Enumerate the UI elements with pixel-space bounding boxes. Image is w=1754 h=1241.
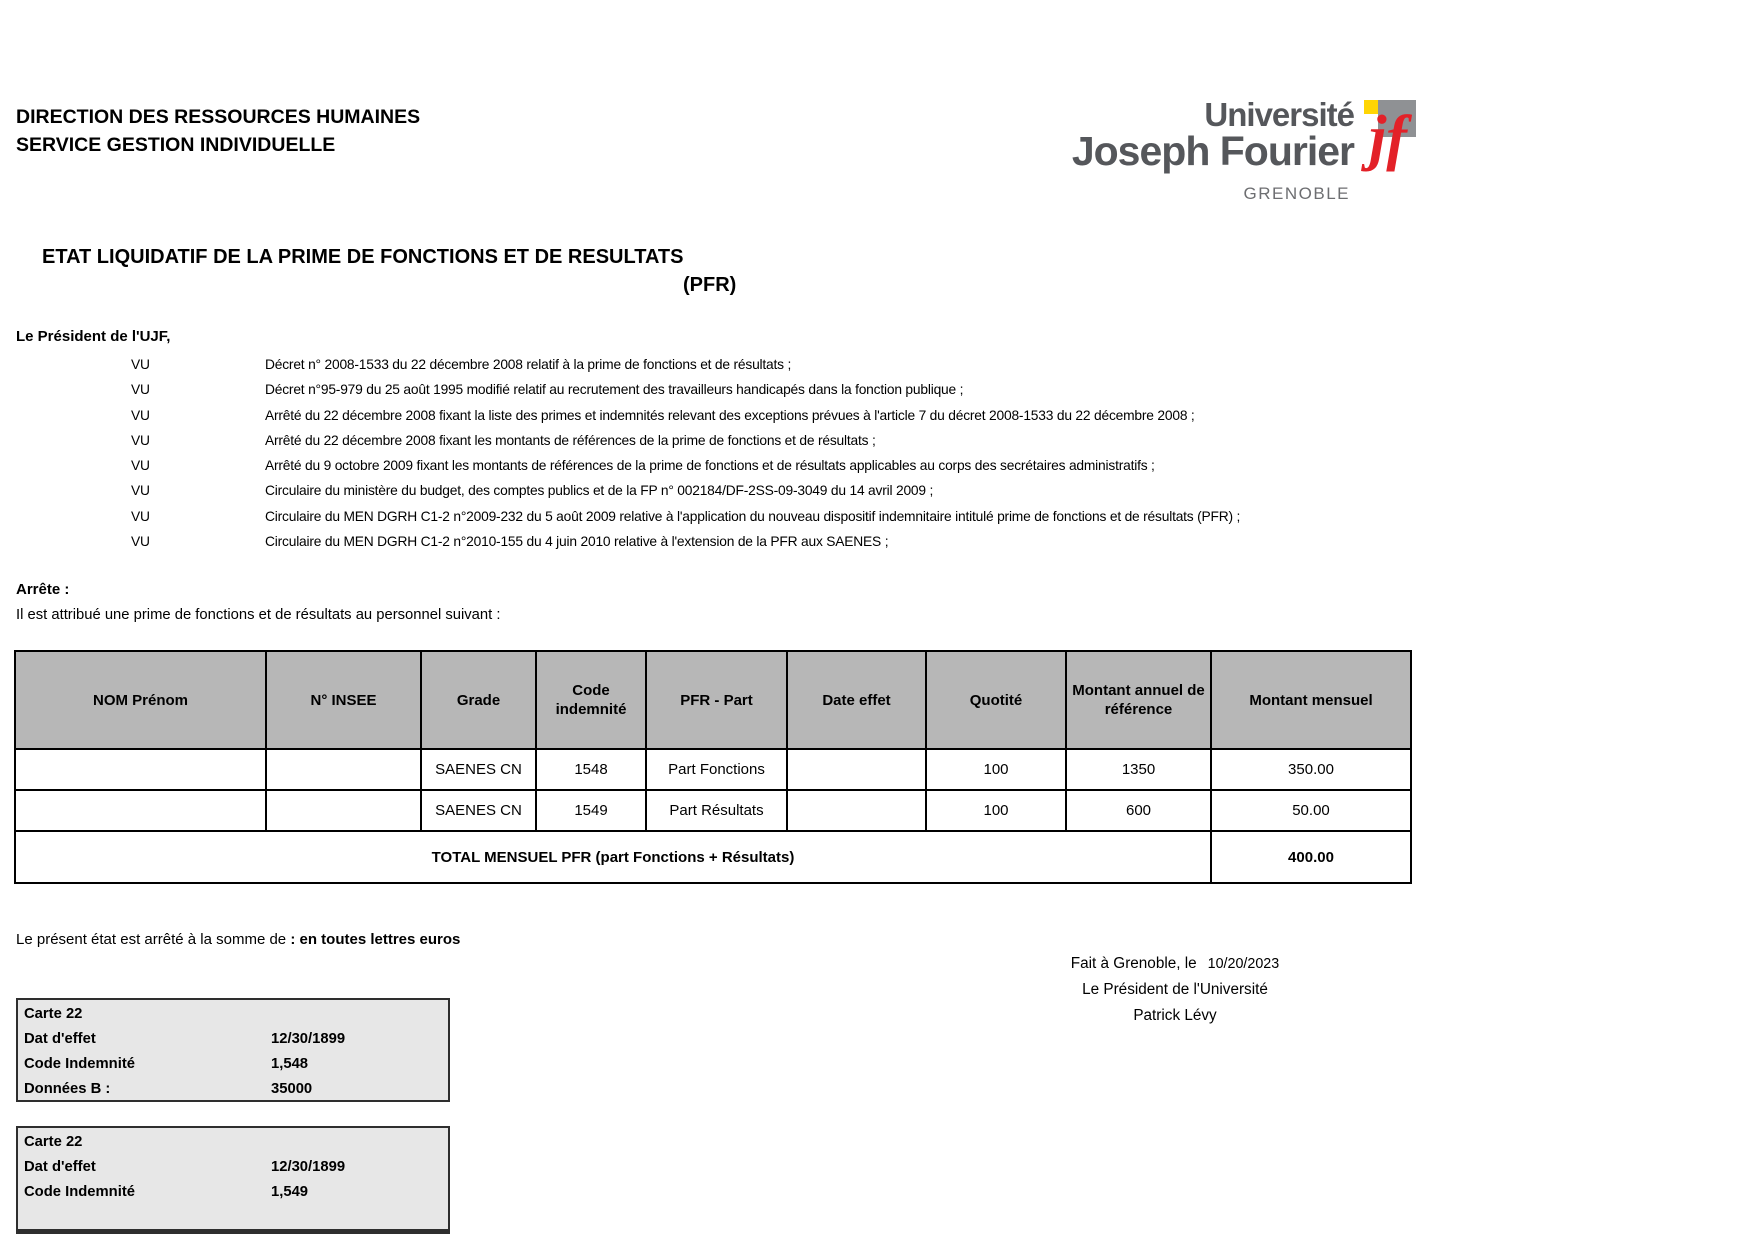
cell-date [787,790,926,831]
vu-label: VU [131,508,150,524]
table-header-row [15,651,1411,749]
cell-nom [15,749,266,790]
ujf-monogram-icon [1358,94,1416,186]
cell-insee [266,790,421,831]
carte-label: Code Indemnité [24,1056,135,1072]
cell-nom [15,790,266,831]
president-name: Patrick Lévy [1133,1007,1217,1024]
signature-block [990,951,1360,1029]
carte-value: 35000 [271,1081,313,1097]
col-header-part: PFR - Part [646,651,787,749]
total-row [15,831,1411,883]
carte-title: Carte 22 [24,1006,83,1022]
carte-row [18,1027,448,1052]
total-value: 400.00 [1211,831,1411,883]
cell-montant-annuel: 1350 [1066,749,1211,790]
vu-text: Circulaire du ministère du budget, des comptes publics et de la FP n° 002184/DF-2SS-09-3049 du 14 avril 2009 ; [265,483,934,499]
col-header-quotite: Quotité [926,651,1066,749]
carte-row [18,1077,448,1102]
document-subtitle: (PFR) [683,274,737,296]
place-label: Fait à Grenoble, le [1070,955,1197,972]
cell-montant-mensuel: 350.00 [1211,749,1411,790]
vu-item [0,430,1754,455]
vu-item [0,531,1754,556]
vu-text: Arrêté du 9 octobre 2009 fixant les montants de références de la prime de fonctions et de résultats applicables au corps des secrétaires administratifs ; [265,458,1155,474]
vu-label: VU [131,534,150,550]
sum-prefix: Le présent état est arrêté à la somme de [16,931,291,948]
place-date-line [990,951,1360,977]
vu-item [0,405,1754,430]
cell-part: Part Résultats [646,790,787,831]
sum-statement [16,931,460,948]
vu-item [0,480,1754,505]
attribution-text: Il est attribué une prime de fonctions et de résultats au personnel suivant : [16,607,501,623]
cell-grade: SAENES CN [421,749,536,790]
cell-insee [266,749,421,790]
carte-block-2 [16,1126,450,1234]
cell-montant-mensuel: 50.00 [1211,790,1411,831]
carte-value: 12/30/1899 [271,1031,346,1047]
vu-text: Arrêté du 22 décembre 2008 fixant la liste des primes et indemnités relevant des exceptions prévues à l'article 7 du décret 2008-1533 du 22 décembre 2008 ; [265,407,1195,423]
vu-label: VU [131,483,150,499]
col-header-nom: NOM Prénom [15,651,266,749]
president-opening: Le Président de l'UJF, [16,328,171,345]
logo-name [1071,96,1354,174]
carte-value: 12/30/1899 [271,1159,346,1175]
cell-quotite: 100 [926,790,1066,831]
table-row [15,749,1411,790]
vu-label: VU [131,458,150,474]
col-header-grade: Grade [421,651,536,749]
pfr-table [14,650,1412,884]
vu-label: VU [131,407,150,423]
cell-code: 1549 [536,790,646,831]
vu-item [0,455,1754,480]
carte-label: Dat d'effet [24,1031,96,1047]
vu-label: VU [131,357,150,372]
arrete-heading: Arrête : [16,581,70,598]
doc-header-line2: SERVICE GESTION INDIVIDUELLE [16,134,336,156]
carte-label: Données B : [24,1081,111,1097]
carte-row [18,1155,448,1180]
cell-grade: SAENES CN [421,790,536,831]
cell-montant-annuel: 600 [1066,790,1211,831]
cell-date [787,749,926,790]
carte-value: 1,549 [271,1184,309,1200]
col-header-date: Date effet [787,651,926,749]
logo-name-line2: Joseph Fourier [1071,128,1354,174]
cell-part: Part Fonctions [646,749,787,790]
vu-label: VU [131,382,150,398]
sum-bold-part: : en toutes lettres euros [290,931,461,948]
col-header-code: Code indemnité [536,651,646,749]
vu-text: Circulaire du MEN DGRH C1-2 n°2009-232 du 5 août 2009 relative à l'application du nouveau dispositif indemnitaire intitulé prime de fonctions et de résultats (PFR) ; [265,508,1241,524]
col-header-insee: N° INSEE [266,651,421,749]
vu-item [0,379,1754,404]
carte-block-1 [16,998,450,1102]
cell-code: 1548 [536,749,646,790]
vu-text: Circulaire du MEN DGRH C1-2 n°2010-155 du 4 juin 2010 relative à l'extension de la PFR aux SAENES ; [265,534,889,550]
carte-row [18,1180,448,1205]
doc-header [16,103,420,159]
carte-label: Code Indemnité [24,1184,135,1200]
vu-text: Décret n° 2008-1533 du 22 décembre 2008 relatif à la prime de fonctions et de résultats ; [265,357,792,372]
vu-list [0,354,1754,556]
carte-title: Carte 22 [24,1134,83,1150]
total-label: TOTAL MENSUEL PFR (part Fonctions + Résultats) [15,831,1211,883]
vu-text: Arrêté du 22 décembre 2008 fixant les montants de références de la prime de fonctions et de résultats ; [265,432,876,448]
carte-label: Dat d'effet [24,1159,96,1175]
doc-header-line1: DIRECTION DES RESSOURCES HUMAINES [16,106,421,128]
document-title: ETAT LIQUIDATIF DE LA PRIME DE FONCTIONS ET DE RESULTATS [42,246,684,268]
logo-city: GRENOBLE [1243,184,1350,203]
president-title: Le Président de l'Université [1082,981,1268,998]
monogram-letters: jf [1369,104,1407,172]
date-value: 10/20/2023 [1207,956,1280,972]
vu-label: VU [131,432,150,448]
cell-quotite: 100 [926,749,1066,790]
table-row [15,790,1411,831]
col-header-montant-mensuel: Montant mensuel [1211,651,1411,749]
university-logo [1030,96,1416,203]
logo-name-line1: Université [1204,96,1354,133]
carte-value: 1,548 [271,1056,309,1072]
col-header-montant-annuel: Montant annuel de référence [1066,651,1211,749]
carte-row [18,1052,448,1077]
vu-item [0,354,1754,379]
vu-item [0,506,1754,531]
vu-text: Décret n°95-979 du 25 août 1995 modifié relatif au recrutement des travailleurs handicapés dans la fonction publique ; [265,382,964,398]
